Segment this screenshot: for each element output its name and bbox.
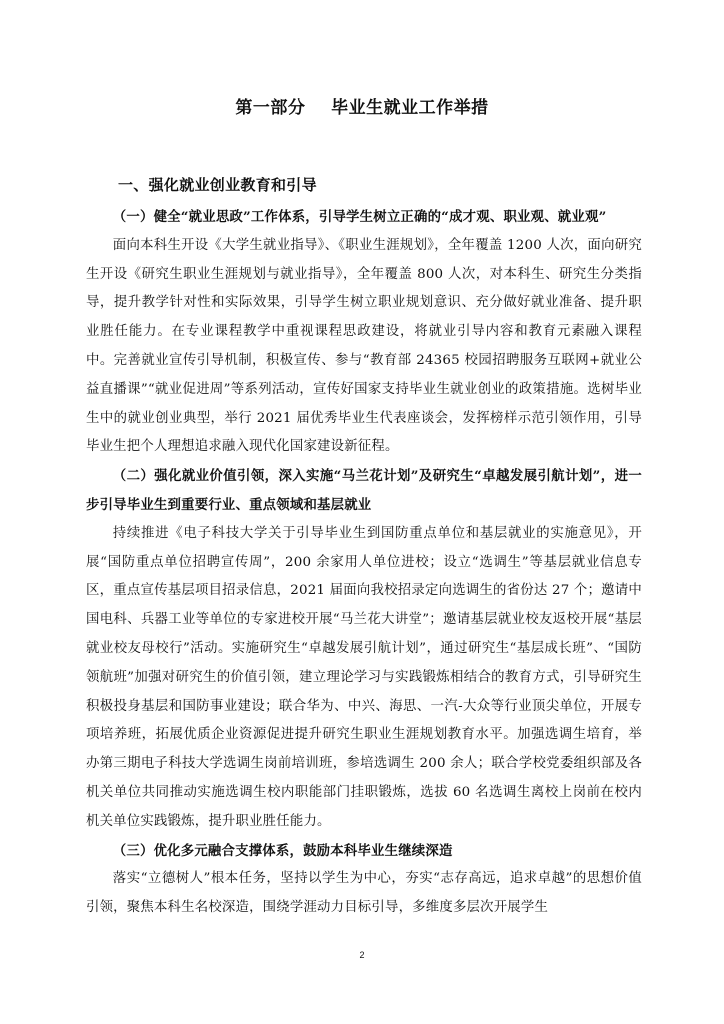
subsection-3-paragraph: 落实“立德树人”根本任务，坚持以学生为中心，夯实“志存高远，追求卓越”的思想价值引领，聚焦本科生名校深造，围绕学涯动力目标引导，多维度多层次开展学生	[86, 871, 642, 916]
subsection-3-heading: （三）优化多元融合支撑体系，鼓励本科毕业生继续深造	[112, 842, 453, 859]
page-number: 2	[359, 950, 365, 960]
document-body	[86, 203, 642, 923]
subsection-2-heading: （二）强化就业价值引领，深入实施“马兰花计划”及研究生“卓越发展引航计划”，进一步引导毕业生到重要行业、重点领域和基层就业	[86, 468, 642, 513]
subsection-1-heading: （一）健全“就业思政”工作体系，引导学生树立正确的“成才观、职业观、就业观”	[112, 209, 607, 225]
subsection-1-paragraph: 面向本科生开设《大学生就业指导》、《职业生涯规划》，全年覆盖 1200 人次，面向研究生开设《研究生职业生涯规划与就业指导》，全年覆盖 800 人次，对本科生、研究生分类指导，提升教学针对性和实际效果，引导学生树立职业规划意识、充分做好就业准备、提升职业胜任能力。在专业课程教学中重视课程思政建设，将就业引导内容和教育元素融入课程中。完善就业宣传引导机制，积极宣传、参与“教育部 24365 校园招聘服务互联网+就业公益直播课”“就业促进周”等系列活动，宣传好国家支持毕业生就业创业的政策措施。选树毕业生中的就业创业典型，举行 2021 届优秀毕业生代表座谈会，发挥榜样示范引领作用，引导毕业生把个人理想追求融入现代化国家建设新征程。	[86, 237, 642, 455]
section-title: 一、强化就业创业教育和引导	[118, 176, 317, 194]
subsection-2-paragraph: 持续推进《电子科技大学关于引导毕业生到国防重点单位和基层就业的实施意见》，开展“国防重点单位招聘宣传周”，200 余家用人单位进校；设立“选调生”等基层就业信息专区，重点宣传基层项目招录信息，2021 届面向我校招录定向选调生的省份达 27 个；邀请中国电科、兵器工业等单位的专家进校开展“马兰花大讲堂”；邀请基层就业校友返校开展“基层就业校友母校行”活动。实施研究生“卓越发展引航计划”，通过研究生“基层成长班”、“国防领航班”加强对研究生的价值引领，建立理论学习与实践锻炼相结合的教育方式，引导研究生积极投身基层和国防事业建设；联合华为、中兴、海思、一汽-大众等行业顶尖单位，开展专项培养班，拓展优质企业资源促进提升研究生职业生涯规划教育水平。加强选调生培育，举办第三期电子科技大学选调生岗前培训班，参培选调生 200 余人；联合学校党委组织部及各机关单位共同推动实施选调生校内职能部门挂职锻炼，选拔 60 名选调生离校上岗前在校内机关单位实践锻炼，提升职业胜任能力。	[86, 525, 642, 829]
part-title: 第一部分 毕业生就业工作举措	[235, 98, 489, 118]
